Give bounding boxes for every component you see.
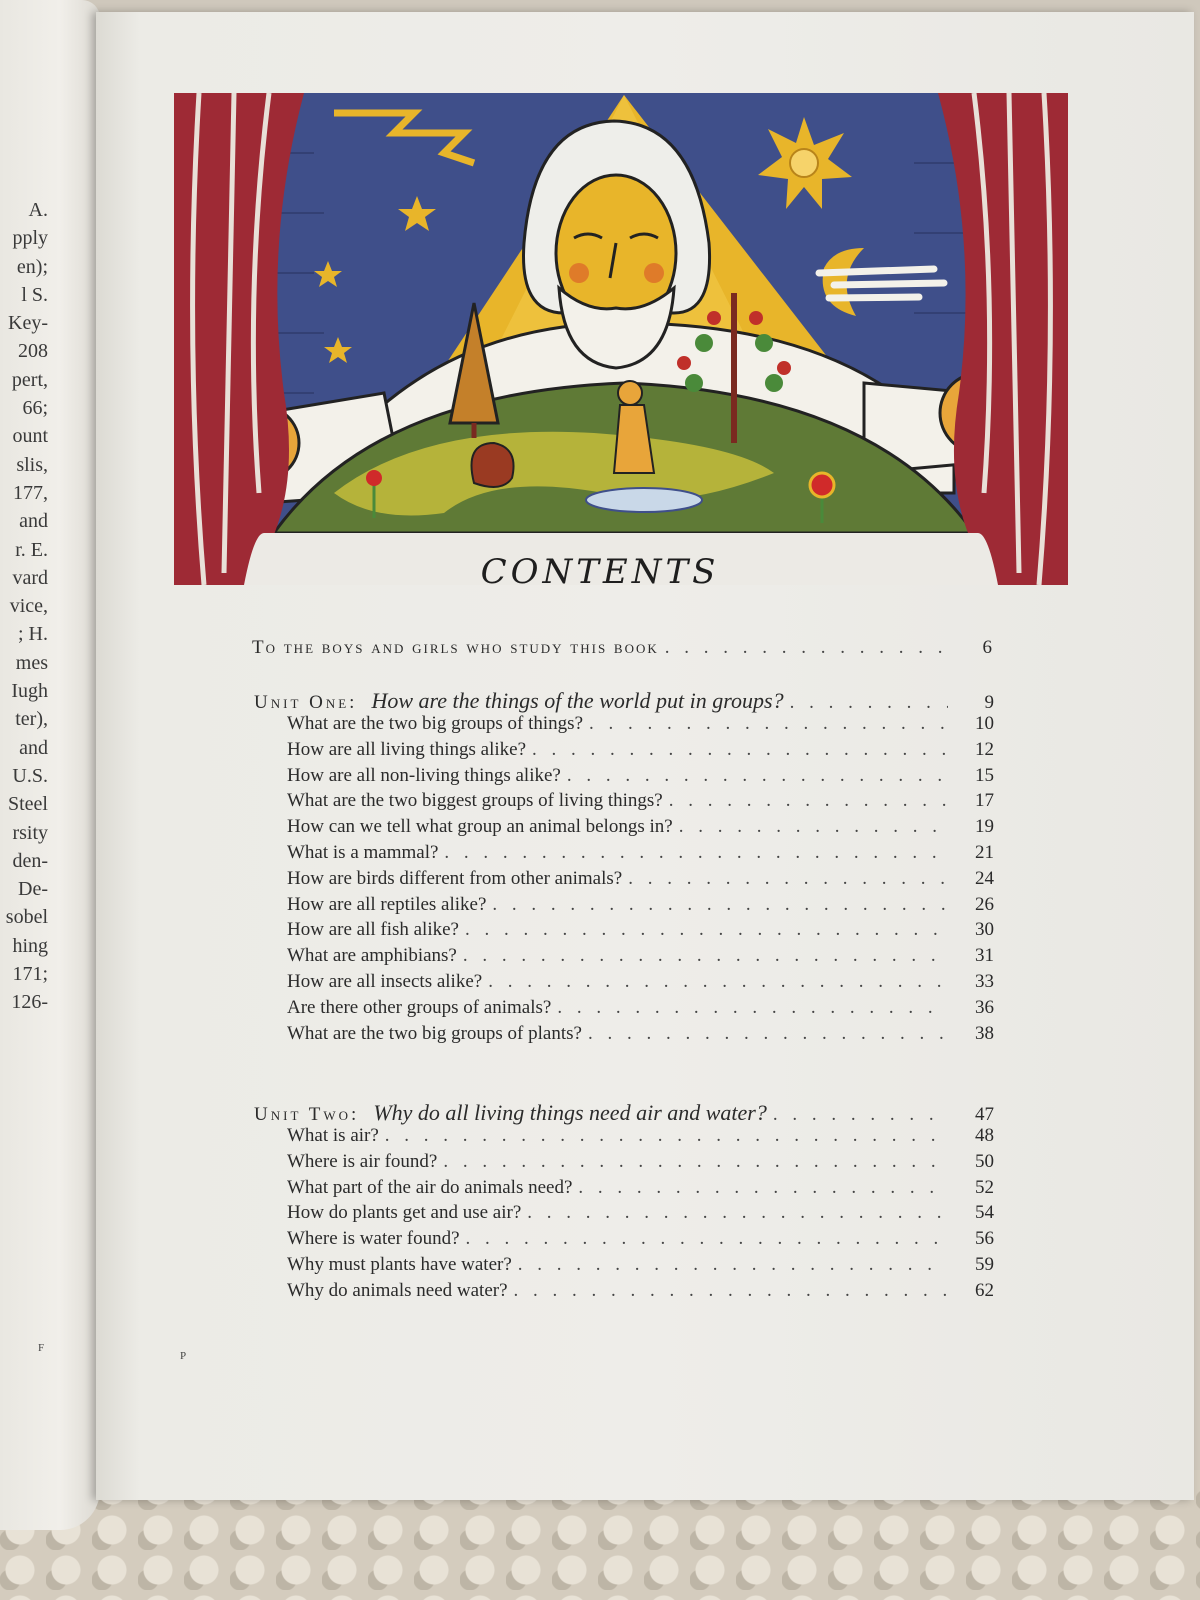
leader-dots <box>567 765 948 787</box>
toc-item-label: Why must plants have water? <box>287 1254 512 1275</box>
toc-item-page-number: 24 <box>975 867 994 889</box>
toc-item-label: How can we tell what group an animal belongs in? <box>287 816 673 838</box>
leader-dots <box>443 1151 948 1173</box>
toc-item-label: How are all reptiles alike? <box>287 893 487 915</box>
toc-item-label: How are birds different from other animals? <box>287 867 623 889</box>
toc-item[interactable] <box>287 971 994 993</box>
left-page-line: Steel <box>8 793 48 816</box>
toc-item[interactable] <box>287 1177 994 1199</box>
toc-item-page-number: 62 <box>975 1279 994 1301</box>
leader-dots <box>790 692 948 714</box>
leader-dots <box>557 997 948 1019</box>
leader-dots <box>466 1228 948 1250</box>
left-page-line: 126- <box>11 991 48 1014</box>
leader-dots <box>465 919 948 941</box>
leader-dots <box>588 1023 948 1045</box>
unit-name: Unit Two: <box>254 1104 360 1125</box>
leader-dots <box>578 1177 948 1199</box>
toc-item[interactable] <box>287 765 994 787</box>
unit-question: Why do all living things need air and water? <box>373 1100 767 1125</box>
toc-item-page-number: 12 <box>975 738 994 760</box>
toc-unit-label <box>254 1100 767 1126</box>
left-page-line: 66; <box>22 397 48 420</box>
toc-item-label: What are the two biggest groups of living things? <box>287 790 663 812</box>
leader-dots <box>532 739 948 761</box>
left-page-line: rsity <box>12 821 48 844</box>
toc-item-label: How are all fish alike? <box>287 919 459 941</box>
left-page-line: vard <box>12 566 48 589</box>
toc-item-page-number: 21 <box>975 842 994 863</box>
toc-item-page-number: 54 <box>975 1202 994 1224</box>
leader-dots <box>514 1280 948 1302</box>
leader-dots <box>518 1254 948 1276</box>
left-page-line: mes <box>15 651 48 674</box>
toc-intro[interactable] <box>252 637 994 659</box>
toc-item-page-number: 36 <box>975 996 994 1018</box>
toc-item-page-number: 15 <box>975 764 994 786</box>
toc-item[interactable] <box>287 1202 994 1224</box>
toc-item-page-number: 38 <box>975 1022 994 1044</box>
toc-item-page-number: 33 <box>975 971 994 992</box>
toc-item-page-number: 56 <box>975 1228 994 1250</box>
toc-item-label: What part of the air do animals need? <box>287 1176 573 1198</box>
toc-item-page-number: 19 <box>975 816 994 838</box>
toc-item[interactable] <box>287 842 994 864</box>
toc-item-label: What are the two big groups of plants? <box>287 1022 582 1044</box>
toc-item-page-number: 48 <box>975 1125 994 1146</box>
leader-dots <box>679 816 948 838</box>
left-page-line: sobel <box>5 906 48 929</box>
left-page-line: den- <box>12 849 48 872</box>
left-page-line: 177, <box>13 481 48 504</box>
left-page-line: Key- <box>8 312 48 335</box>
toc-unit-page-number: 47 <box>975 1104 994 1125</box>
left-page-line: r. E. <box>15 538 48 561</box>
leader-dots <box>628 868 948 890</box>
toc-item[interactable] <box>287 997 994 1019</box>
leader-dots <box>488 971 948 993</box>
toc-intro-page-number: 6 <box>982 637 994 658</box>
leader-dots <box>385 1125 948 1147</box>
toc-item[interactable] <box>287 919 994 941</box>
toc-unit-page-number: 9 <box>984 692 994 713</box>
left-page-line: l S. <box>21 283 48 306</box>
toc-item-label: How are all non-living things alike? <box>287 764 561 786</box>
toc-item-label: How do plants get and use air? <box>287 1202 522 1224</box>
unit-question: How are the things of the world put in groups? <box>371 688 784 713</box>
left-page-line: De- <box>18 878 48 901</box>
left-page-line: Iugh <box>11 680 48 703</box>
leader-dots <box>773 1104 948 1126</box>
left-page-text <box>0 196 48 1017</box>
toc-item-label: Where is water found? <box>287 1228 460 1250</box>
toc-item[interactable] <box>287 816 994 838</box>
toc-item[interactable] <box>287 790 994 812</box>
toc-item-page-number: 26 <box>975 893 994 915</box>
page-mark: P <box>180 1350 187 1362</box>
toc-item-page-number: 30 <box>975 919 994 941</box>
unit-name: Unit One: <box>254 692 358 713</box>
toc-item[interactable] <box>287 713 994 735</box>
toc-item-label: What is air? <box>287 1125 379 1146</box>
toc-item[interactable] <box>287 1023 994 1045</box>
contents-title: CONTENTS <box>480 552 720 592</box>
toc-item-label: What is a mammal? <box>287 842 439 863</box>
toc-item[interactable] <box>287 1254 994 1276</box>
toc-item-label: What are amphibians? <box>287 945 457 967</box>
toc-item-label: Are there other groups of animals? <box>287 996 552 1018</box>
left-page-line: ter), <box>15 708 48 731</box>
left-page-line: and <box>19 736 48 759</box>
leader-dots <box>669 790 948 812</box>
left-page-line: ; H. <box>18 623 48 646</box>
toc-item[interactable] <box>287 945 994 967</box>
left-page-line: hing <box>12 934 48 957</box>
toc-unit[interactable] <box>254 688 994 714</box>
left-page-line: pply <box>12 227 48 250</box>
toc-item[interactable] <box>287 1151 994 1173</box>
leader-dots <box>665 637 948 659</box>
left-page-mark: F <box>38 1342 45 1354</box>
left-page-line: ount <box>12 425 48 448</box>
left-page-line: slis, <box>16 453 48 476</box>
toc-item[interactable] <box>287 868 994 890</box>
header-illustration <box>174 93 1068 585</box>
toc-item-label: Why do animals need water? <box>287 1279 508 1301</box>
toc-item[interactable] <box>287 894 994 916</box>
toc-item[interactable] <box>287 1228 994 1250</box>
leader-dots <box>492 894 948 916</box>
toc-item-label: What are the two big groups of things? <box>287 713 584 734</box>
toc-item[interactable] <box>287 739 994 761</box>
leader-dots <box>589 713 948 735</box>
toc-item-label: How are all living things alike? <box>287 738 527 760</box>
leader-dots <box>463 945 948 967</box>
toc-item-page-number: 31 <box>975 945 994 967</box>
left-page-line: en); <box>16 255 48 278</box>
left-page-line: U.S. <box>12 764 48 787</box>
leader-dots <box>444 842 948 864</box>
toc-intro-label: To the boys and girls who study this book <box>252 637 659 658</box>
toc-item-label: How are all insects alike? <box>287 971 483 992</box>
left-page-line: vice, <box>9 595 48 618</box>
leader-dots <box>527 1202 948 1224</box>
toc-unit-label <box>254 688 784 714</box>
toc-item-page-number: 17 <box>975 790 994 812</box>
left-page-edge <box>0 0 100 1530</box>
toc-item[interactable] <box>287 1125 994 1147</box>
toc-item-page-number: 52 <box>975 1176 994 1198</box>
toc-item-label: Where is air found? <box>287 1150 438 1172</box>
toc-item-page-number: 59 <box>975 1254 994 1275</box>
toc-item-page-number: 10 <box>975 713 994 734</box>
toc-unit[interactable] <box>254 1100 994 1126</box>
left-page-line: 208 <box>18 340 48 363</box>
left-page-line: A. <box>28 199 48 221</box>
left-page-line: 171; <box>12 963 48 986</box>
toc-item[interactable] <box>287 1280 994 1302</box>
left-page-line: and <box>19 510 48 533</box>
left-page-line: pert, <box>11 368 48 391</box>
toc-item-page-number: 50 <box>975 1150 994 1172</box>
